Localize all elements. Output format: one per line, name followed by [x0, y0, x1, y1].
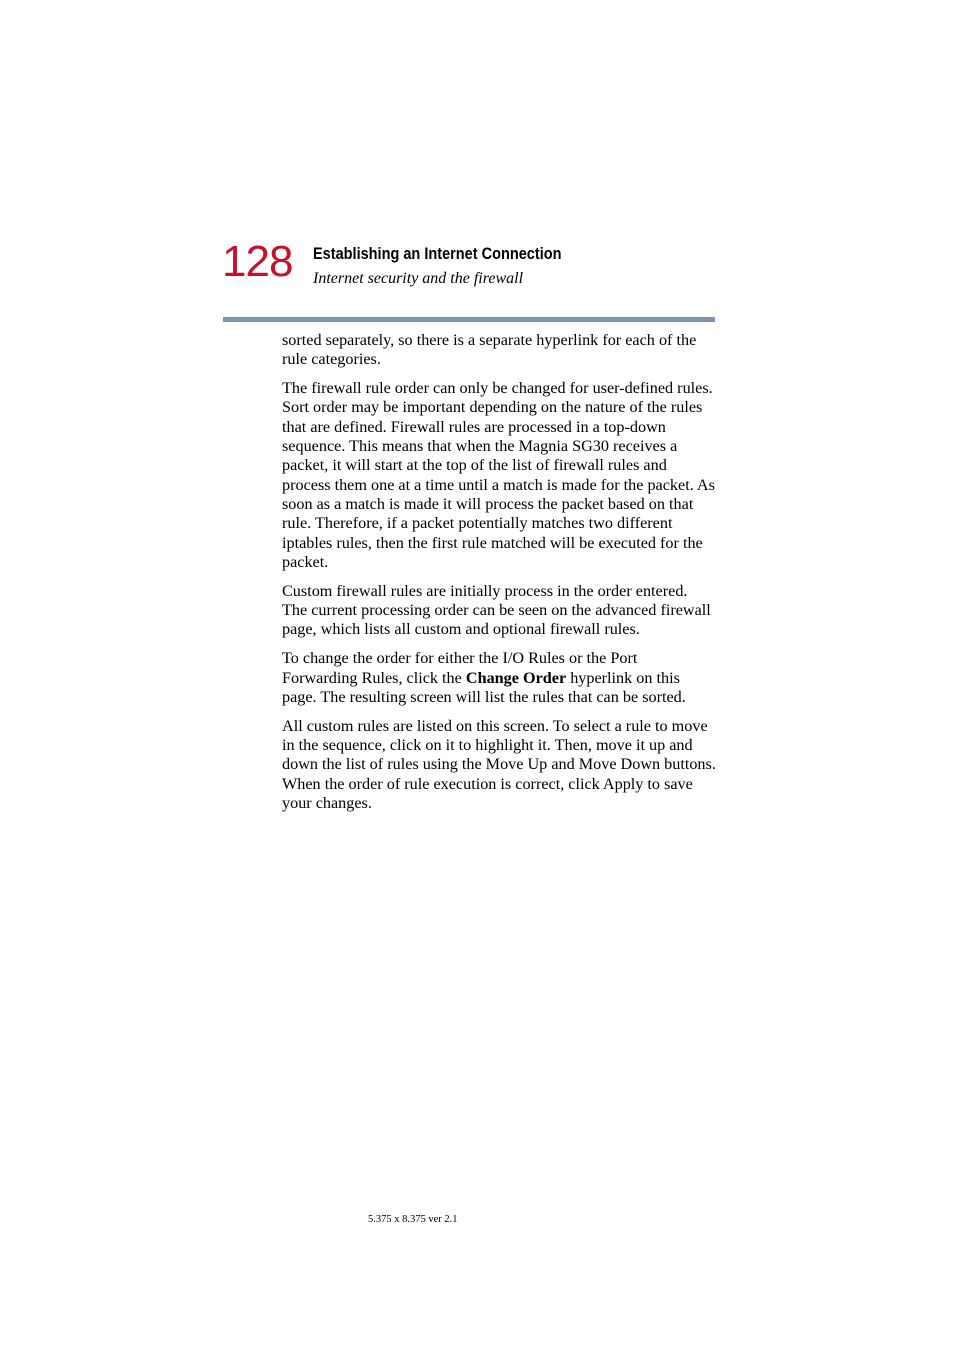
section-title: Internet security and the firewall [313, 270, 524, 287]
footer-version-note: 5.375 x 8.375 ver 2.1 [368, 1214, 458, 1225]
paragraph-4 [282, 649, 716, 707]
paragraph-4-text-start: To change the order for either the I/O Rules or the Port Forwarding Rules, click the [282, 649, 638, 687]
paragraph-4-text-end: hyperlink on this page. The resulting screen will list the rules that can be sorted. [282, 668, 686, 706]
paragraph-1: sorted separately, so there is a separate hyperlink for each of the rule categories. [282, 331, 697, 369]
header-divider [223, 317, 715, 322]
body-text [282, 331, 716, 823]
paragraph-2: The firewall rule order can only be changed for user-defined rules. Sort order may be important depending on the nature of the rules that are defined. Firewall rules are processed in a top-down sequence. This means that when the Magnia SG30 receives a packet, it will start at the top of the list of firewall rules and process them one at a time until a match is made for the packet. As soon as a match is made it will process the packet based on that rule. Therefore, if a packet potentially matches two different iptables rules, then the first rule matched will be executed for the packet. [282, 379, 715, 571]
chapter-title: Establishing an Internet Connection [313, 245, 562, 263]
paragraph-5: All custom rules are listed on this screen. To select a rule to move in the sequence, click on it to highlight it. Then, move it up and down the list of rules using the Move Up and Move Down buttons. When the order of rule execution is correct, click Apply to save your changes. [282, 716, 716, 812]
page-number: 128 [222, 237, 293, 286]
paragraph-3: Custom firewall rules are initially process in the order entered. The current processing order can be seen on the advanced firewall page, which lists all custom and optional firewall rules. [282, 581, 711, 639]
change-order-link-text: Change Order [465, 668, 567, 687]
